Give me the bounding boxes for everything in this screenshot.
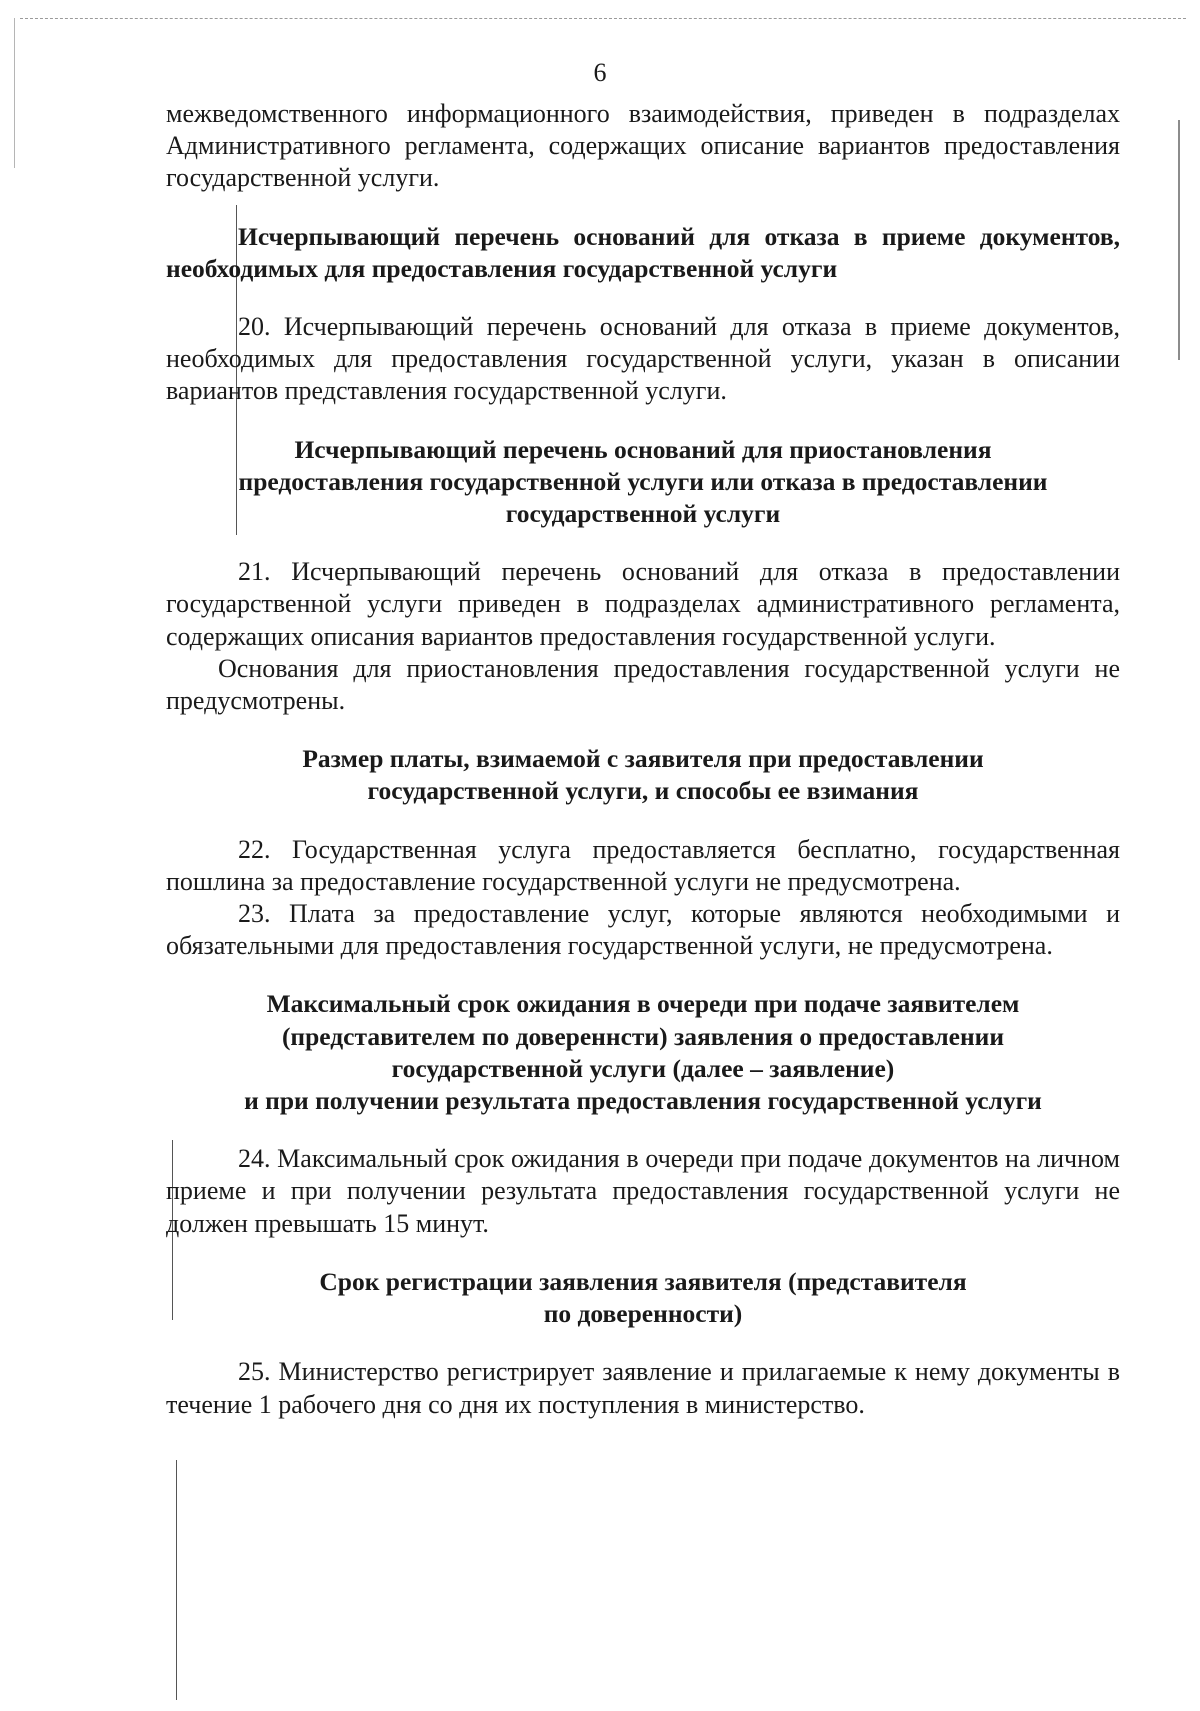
section-heading [166,221,1120,285]
heading-line: по доверенности) [543,1299,743,1329]
section-heading [166,434,1120,531]
scan-edge-right [1178,120,1180,360]
page-number: 6 [593,58,607,87]
heading-line: государственной услуги, и способы ее взимания [367,776,919,806]
heading-line: (представителем по довереннсти) заявления о предоставлении [281,1021,1005,1051]
paragraph: межведомственного информационного взаимодействия, приведен в подразделах Административного регламента, содержащих описание вариантов предоставления государственной услуги. [166,99,1120,193]
paragraph: 22. Государственная услуга предоставляется бесплатно, государственная пошлина за предоставление государственной услуги не предусмотрена. [166,834,1120,896]
paragraph: 25. Министерство регистрирует заявление и прилагаемые к нему документы в течение 1 рабочего дня со дня их поступления в министерство. [166,1357,1120,1419]
scan-edge-left [14,18,15,168]
scan-edge-top [20,18,1186,19]
paragraph: Основания для приостановления предоставления государственной услуги не предусмотрены. [166,653,1120,716]
heading-line: Исчерпывающий перечень оснований для отказа в приеме документов, необходимых для предоставления государственной услуги [166,221,1120,283]
heading-line: государственной услуги (далее – заявление) [391,1053,895,1083]
heading-line: предоставления государственной услуги или отказа в предоставлении [238,466,1048,496]
paragraph: 23. Плата за предоставление услуг, которые являются необходимыми и обязательными для предоставления государственной услуги, не предусмотрена. [166,899,1120,961]
section-heading [166,743,1120,807]
section-heading [166,1266,1120,1330]
scan-artifact-line [176,1460,177,1700]
heading-line: Максимальный срок ожидания в очереди при подаче заявителем [266,989,1020,1019]
paragraph: 24. Максимальный срок ожидания в очереди при подаче документов на личном приеме и при получении результата предоставления государственной услуги не должен превышать 15 минут. [166,1144,1120,1238]
heading-line: Исчерпывающий перечень оснований для приостановления [294,434,992,464]
heading-line: и при получении результата предоставления государственной услуги [244,1086,1042,1116]
heading-line: Размер платы, взимаемой с заявителя при предоставлении [302,744,984,774]
section-heading [166,988,1120,1117]
document-body [166,98,1120,1421]
paragraph: 21. Исчерпывающий перечень оснований для отказа в предоставлении государственной услуги приведен в подразделах административного регламента, содержащих описания вариантов предоставления государственной услуги. [166,557,1120,651]
heading-line: Срок регистрации заявления заявителя (представителя [319,1266,967,1296]
heading-line: государственной услуги [505,499,781,529]
paragraph: 20. Исчерпывающий перечень оснований для отказа в приеме документов, необходимых для предоставления государственной услуги, указан в описании вариантов представления государственной услуги. [166,312,1120,406]
